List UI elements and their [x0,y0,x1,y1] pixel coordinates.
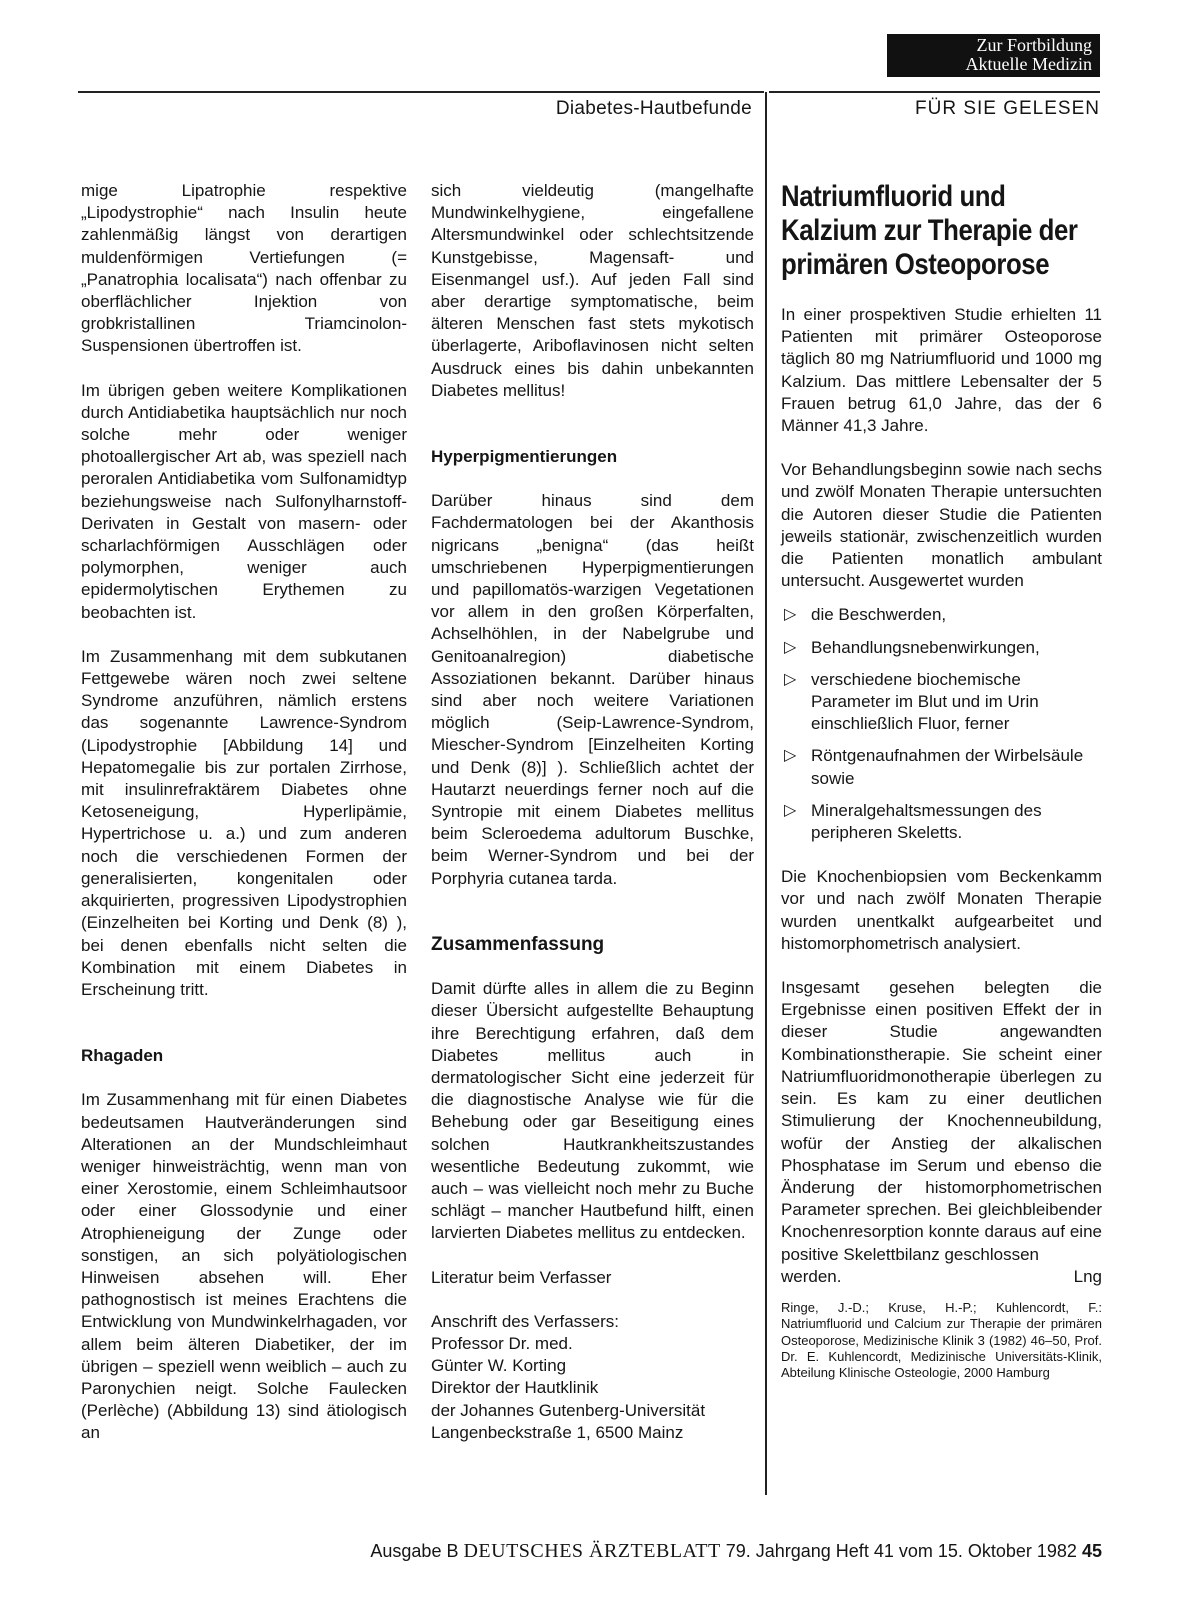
paragraph: Vor Behandlungsbeginn sowie nach sechs und zwölf Monaten Therapie untersuchten die Autoren dieser Studie die Patienten jeweils stationär, zwischenzeitlich wurden die Patienten monatlich ambulant untersucht. Ausgewertet wurden [781,460,1102,591]
list-item: ▷ Mineralgehaltsmessungen des peripheren Skeletts. [784,800,1042,843]
column-divider [765,92,767,1495]
header-rule-right [769,91,1100,93]
category-badge [887,34,1100,77]
author-address [431,1311,754,1444]
sidebar-title: Natriumfluorid und Kalzium zur Therapie der primären Osteoporose [781,180,1078,281]
list-item: ▷ Behandlungsnebenwirkungen, [781,637,1102,659]
subheading-zusammenfassung: Zusammenfassung [431,933,605,955]
badge-line-1: Zur Fortbildung [976,35,1092,55]
triangle-right-icon: ▷ [784,638,797,656]
reference-citation: Ringe, J.-D.; Kruse, H.-P.; Kuhlencordt, F.: Natriumfluorid und Calcium zur Therapie der primären Osteoporose, Medizinische Klinik 3 (1982) 46–50, Prof. Dr. E. Kuhlencordt, Medizinische Universitäts-Klinik, Abteilung Klinische Osteologie, 2000 Hamburg [781,1299,1102,1381]
list-item: ▷ verschiedene biochemische Parameter im Blut und im Urin einschließlich Fluor, ferner [784,669,1039,734]
badge-line-2: Aktuelle Medizin [965,54,1092,74]
triangle-right-icon: ▷ [784,747,797,765]
closing-word: werden. [781,1266,842,1286]
footer-issue: 79. Jahrgang Heft 41 vom 15. Oktober 1982 [725,1541,1077,1561]
triangle-right-icon: ▷ [784,606,797,624]
author-signature: Lng [1073,1266,1102,1286]
address-line: der Johannes Gutenberg-Universität [431,1400,706,1420]
address-line: Anschrift des Verfassers: [431,1311,620,1331]
triangle-right-icon: ▷ [784,801,797,819]
triangle-right-icon: ▷ [784,670,797,688]
section-label-right: FÜR SIE GELESEN [915,98,1100,119]
closing-line [781,1266,1102,1288]
footer-edition: Ausgabe B [370,1541,459,1561]
page-footer [255,1540,1102,1563]
list-item: ▷ die Beschwerden, [781,604,1102,626]
paragraph: mige Lipatrophie respektive „Lipodystrophie“ nach Insulin heute zahlenmäßig längst von derartigen muldenförmigen Vertiefungen (= „Panatrophia localisata“) nach offenbar zu oberflächlicher Injektion von grobkristallinen Triamcinolon-Suspensionen übertroffen ist. [81,181,407,356]
paragraph: Damit dürfte alles in allem die zu Beginn dieser Übersicht aufgestellte Behauptung ihre Berechtigung erfahren, daß dem Diabetes mellitus auch in dermatologischer Sicht eine jederzeit für die diagnostische Analyse wie für die Behebung oder gar Beseitigung eines solchen Hautkrankheitszustandes wesentliche Bedeutung zukommt, wie auch – was vielleicht noch mehr zu Buche schlägt – mancher Hautbefund hilft, einen larvierten Diabetes mellitus zu entdecken. [431,979,754,1243]
paragraph: In einer prospektiven Studie erhielten 11 Patienten mit primärer Osteoporose täglich 80 mg Natriumfluorid und 1000 mg Kalzium. Das mittlere Lebensalter der 5 Frauen betrug 61,0 Jahre, das der 6 Männer 41,3 Jahre. [781,305,1102,436]
literature-note: Literatur beim Verfasser [431,1267,612,1287]
address-line: Günter W. Korting [431,1356,567,1376]
footer-masthead: DEUTSCHES ÄRZTEBLATT [463,1540,721,1562]
article-column-1 [81,180,407,1445]
section-label-left: Diabetes-Hautbefunde [555,98,752,119]
paragraph: Im übrigen geben weitere Komplikationen durch Antidiabetika hauptsächlich nur noch solche mehr oder weniger photoallergischer Art ab, was speziell nach peroralen Antidiabetika vom Sulfonamidtyp beziehungsweise nach Sulfonylharnstoff-Derivaten in Gestalt von masern- oder scharlachförmigen Ausschlägen oder polymorphen, weniger auch epidermolytischen Erythemen zu beobachten ist. [81,380,407,622]
paragraph: sich vieldeutig (mangelhafte Mundwinkelhygiene, eingefallene Altersmundwinkel oder schlechtsitzende Kunstgebisse, Magensaft- und Eisenmangel usf.). Auf jeden Fall sind aber derartige symptomatische, beim älteren Menschen fast stets mykotisch überlagerte, Ariboflavinosen nicht selten Ausdruck eines bis dahin unbekannten Diabetes mellitus! [431,181,754,400]
paragraph: Insgesamt gesehen belegten die Ergebnisse einen positiven Effekt der in dieser Studie angewandten Kombinationstherapie. Sie scheint einer Natriumfluoridmonotherapie überlegen zu sein. Es kam zu einer deutlichen Stimulierung der Knochenneubildung, wofür der Anstieg der alkalischen Phosphatase im Serum und ebenso die Änderung der histomorphometrischen Parameter sprechen. Bei gleichbleibender Knochenresorption konnte daraus auf eine positive Skelettbilanz geschlossen [781,978,1102,1264]
article-column-2 [431,180,754,1444]
list-item: ▷ Röntgenaufnahmen der Wirbelsäule sowie [784,746,1084,788]
sidebar-article [781,180,1102,1381]
evaluation-list [781,604,1102,844]
subheading-hyperpigmentierungen: Hyperpigmentierungen [431,447,618,467]
paragraph: Im Zusammenhang mit dem subkutanen Fettgewebe wären noch zwei seltene Syndrome anzuführen, nämlich erstens das sogenannte Lawrence-Syndrom (Lipodystrophie [Abbildung 14] und Hepatomegalie bis zur portalen Zirrhose, mit insulinrefraktärem Diabetes ohne Ketoseneigung, Hyperlipämie, Hypertrichose u. a.) und zum anderen noch die verschiedenen Formen der generalisierten, kongenitalen oder akquirierten, progressiven Lipodystrophien (Einzelheiten bei Korting und Denk (8) ), bei denen ebenfalls nicht selten die Kombination mit einem Diabetes in Erscheinung tritt. [81,646,407,999]
header-rule-left [78,91,764,93]
paragraph: Darüber hinaus sind dem Fachdermatologen bei der Akanthosis nigricans „benigna“ (das heißt umschriebenen Hyperpigmentierungen und papillomatös-warzigen Vegetationen vor allem in den großen Körperfalten, Achselhöhlen, in der Nabelgrube und Genitoanalregion) diabetische Assoziationen bekannt. Darüber hinaus sind aber noch weitere Variationen möglich (Seip-Lawrence-Syndrom, Miescher-Syndrom [Einzelheiten Korting und Denk (8)] ). Schließlich achtet der Hautarzt neuerdings ferner noch auf die Syntropie mit einem Diabetes mellitus beim Scleroedema adultorum Buschke, beim Werner-Syndrom und bei der Porphyria cutanea tarda. [431,491,754,888]
subheading-rhagaden: Rhagaden [81,1046,164,1066]
address-line: Professor Dr. med. [431,1333,573,1353]
paragraph: Im Zusammenhang mit für einen Diabetes bedeutsamen Hautveränderungen sind Alterationen an der Mundschleimhaut weniger hinweisträchtig, wenn man von einer Xerostomie, einem Schleimhautsoor oder einer Glossodynie und einer Atrophieneigung der Zunge oder sonstigen, an sich polyätiologischen Hinweisen absehen will. Eher pathognostisch ist meines Erachtens die Entwicklung von Mundwinkelrhagaden, vor allem beim älteren Diabetiker, der im übrigen – speziell wenn weiblich – auch zu Paronychien neigt. Solche Faulecken (Perlèche) (Abbildung 13) sind ätiologisch an [81,1090,407,1443]
page-number: 45 [1081,1541,1102,1561]
paragraph: Die Knochenbiopsien vom Beckenkamm vor und nach zwölf Monaten Therapie wurden unentkalkt aufgearbeitet und histomorphometrisch analysiert. [781,867,1102,953]
address-line: Direktor der Hautklinik [431,1378,599,1398]
address-line: Langenbeckstraße 1, 6500 Mainz [431,1422,684,1442]
